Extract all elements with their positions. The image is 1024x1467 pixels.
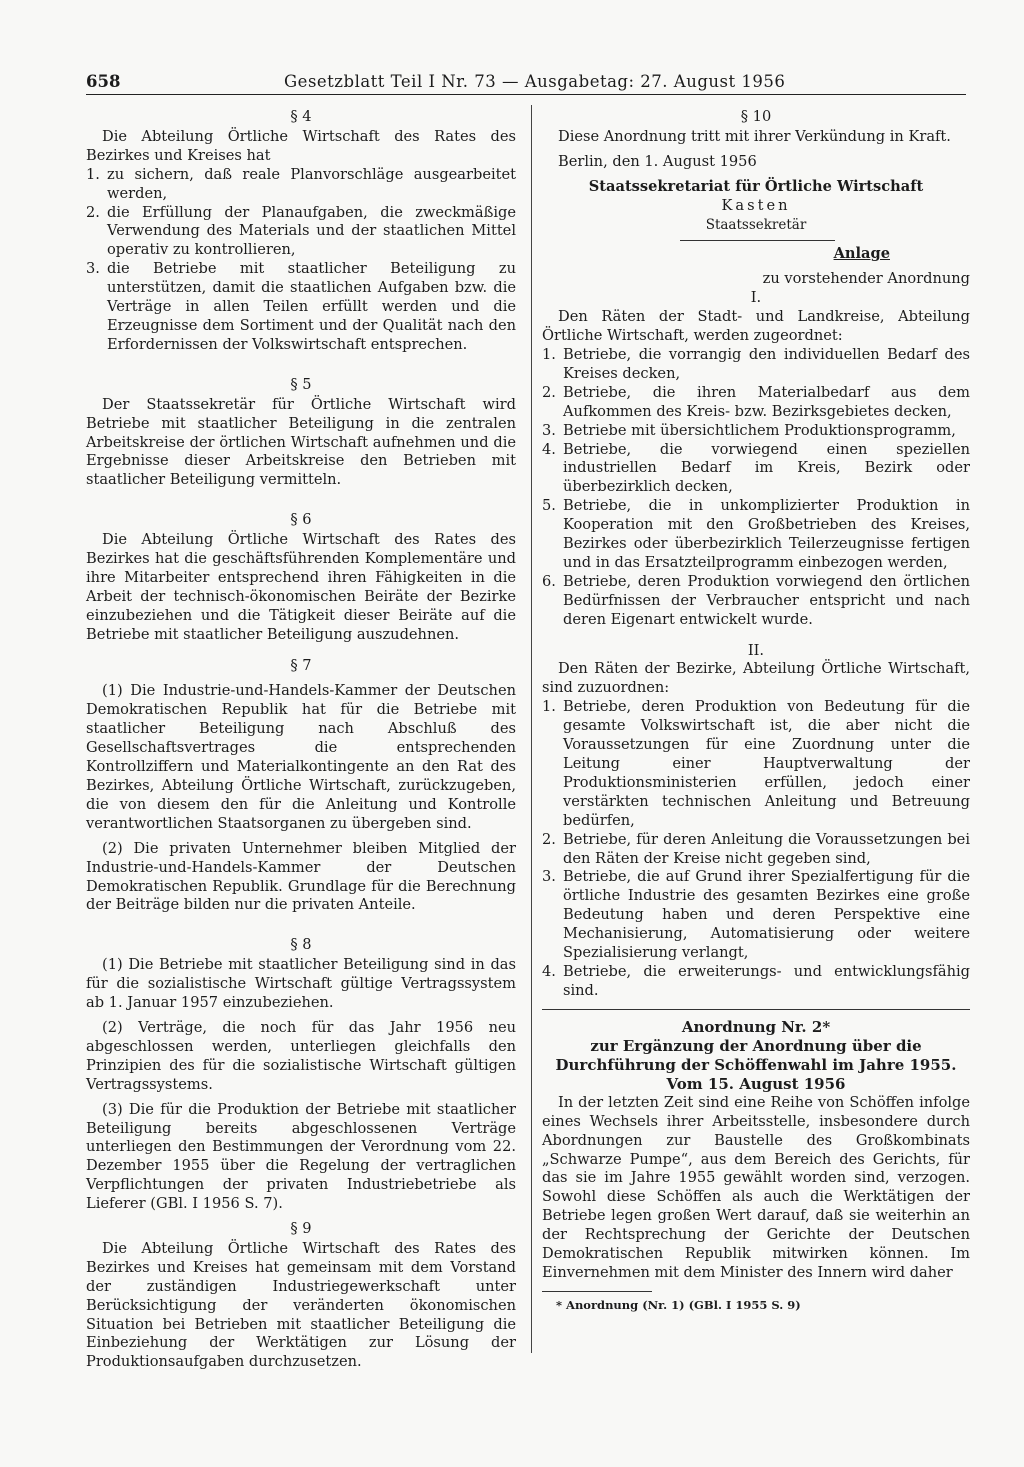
running-title: Gesetzblatt Teil I Nr. 73 — Ausgabetag: 27. August 1956 [284,72,786,91]
list-item [542,497,970,573]
footnote: * Anordnung (Nr. 1) (GBl. I 1955 S. 9) [556,1297,801,1312]
item-number: 4. [542,440,556,458]
paragraph: (3) Die für die Produktion der Betriebe mit staatlicher Beteiligung bereits abgeschlossenen Verträge unterliegen den Bestimmungen der Verordnung vom 22. Dezember 1955 über die Regelung der vertraglichen Verpflichtungen der privaten Industriebetriebe als Lieferer (GBl. I 1956 S. 7). [86,1100,516,1213]
paragraph: Diese Anordnung tritt mit ihrer Verkündung in Kraft. [558,127,951,145]
item-text: die Erfüllung der Planaufgaben, die zweckmäßige Verwendung des Materials und der staatlichen Mittel operativ zu kontrollieren, [107,203,516,259]
item-text: die Betriebe mit staatlicher Beteiligung zu unterstützen, damit die staatlichen Aufgaben bzw. die Verträge in allen Teilen erfüllt werden und die Erzeugnisse dem Sortiment und der Qualität nach den Erfordernissen der Volkswirtschaft entsprechen. [107,260,516,353]
section-heading: § 6 [290,511,312,529]
signature-rule [680,240,835,241]
section-separator [542,1009,970,1010]
section-9 [86,1220,516,1372]
list-item [542,441,970,498]
paragraph: (1) Die Betriebe mit staatlicher Beteiligung sind in das für die sozialistische Wirtschaft gültige Vertragssystem ab 1. Januar 1957 einzubeziehen. [86,956,516,1012]
item-number: 1. [542,698,556,716]
section-10 [542,108,970,147]
item-text: Betriebe mit übersichtlichem Produktionsprogramm, [563,421,956,439]
appendix [542,245,970,1000]
ordinance-subtitle: zur Ergänzung der Anordnung über die Durchführung der Schöffenwahl im Jahre 1955. [555,1036,957,1074]
item-text: Betriebe, die auf Grund ihrer Spezialfertigung für die örtliche Industrie des gesamten Bezirkes eine große Bedeutung haben und deren Perspektive eine Mechanisierung, Automatisierung oder weitere Spezialisierung verlangt, [563,868,970,962]
section-6 [86,511,516,644]
list-item [542,384,970,422]
list-item [542,346,970,384]
item-number: 2. [542,830,556,848]
paragraph: Den Räten der Stadt- und Landkreise, Abteilung Örtliche Wirtschaft, werden zugeordnet: [542,308,970,345]
section-8 [86,936,516,1214]
section-heading: § 7 [290,656,312,674]
part-numeral: II. [747,641,765,659]
appendix-title: Anlage [833,245,890,263]
section-heading: § 8 [290,936,312,954]
section-5 [86,376,516,490]
list-item [542,573,970,630]
part-numeral: I. [750,289,762,307]
item-number: 2. [86,203,100,221]
page-number: 658 [86,72,121,91]
item-text: Betriebe, die vorrangig den individuellen Bedarf des Kreises decken, [563,345,970,382]
item-number: 5. [542,497,556,515]
appendix-subtitle: zu vorstehender Anordnung [762,270,970,288]
item-number: 4. [542,962,556,980]
section-4 [86,108,516,355]
paragraph: In der letzten Zeit sind eine Reihe von Schöffen infolge eines Wechsels ihrer Arbeitsstelle, insbesondere durch Abordnungen zur Baustelle des Großkombinats „Schwarze Pumpe“, aus dem Bereich des Gerichts, für das sie im Jahre 1955 gewählt worden sind, verzogen. Sowohl diese Schöffen als auch die Werktätigen der Betriebe legen großen Wert darauf, daß sie weiterhin an der Rechtsprechung der Gerichte der Deutschen Demokratischen Republik mitwirken können. Im Einvernehmen mit dem Minister des Innern wird daher [542,1093,970,1281]
item-text: Betriebe, die vorwiegend einen speziellen industriellen Bedarf im Kreis, Bezirk oder überbezirklich decken, [563,440,970,496]
item-text: Betriebe, die in unkomplizierter Produktion in Kooperation mit den Großbetrieben des Kreises, Bezirkes oder überbezirklich Teilerzeugnisse fertigen und in das Ersatzteilprogramm einbezogen werden, [563,497,970,571]
list-item [542,963,970,1001]
column-divider [531,105,532,1353]
paragraph: (2) Verträge, die noch für das Jahr 1956 neu abgeschlossen werden, unterliegen gleichfalls den Prinzipien des für die sozialistische Wirtschaft gültigen Vertragssystems. [86,1018,516,1093]
ordinance-date: Vom 15. August 1956 [666,1074,846,1093]
paragraph: Der Staatssekretär für Örtliche Wirtschaft wird Betriebe mit staatlicher Beteiligung in die zentralen Arbeitskreise der örtlichen Wirtschaft aufnehmen und die Ergebnisse dieser Arbeitskreise den Betrieben mit staatlicher Beteiligung vermitteln. [86,395,516,489]
ordinance-title: Anordnung Nr. 2* [681,1017,831,1036]
paragraph: (1) Die Industrie-und-Handels-Kammer der Deutschen Demokratischen Republik hat für die Betriebe mit staatlicher Beteiligung nach Abschluß des Gesellschaftsvertrages die entsprechenden Kontrollziffern und Materialkontingente an den Rat des Bezirkes, Abteilung Örtliche Wirtschaft, zurückzugeben, die von diesem den für die Anleitung und Kontrolle verantwortlichen Staatsorganen zu übergeben sind. [86,682,516,832]
list-item [542,831,970,869]
paragraph: (2) Die privaten Unternehmer bleiben Mitglied der Industrie-und-Handels-Kammer der Deutschen Demokratischen Republik. Grundlage für die Berechnung der Beiträge bilden nur die privaten Anteile. [86,839,516,914]
paragraph: Die Abteilung Örtliche Wirtschaft des Rates des Bezirkes und Kreises hat gemeinsam mit dem Vorstand der zuständigen Industriegewerkschaft unter Berücksichtigung der veränderten ökonomischen Situation bei Betrieben mit staatlicher Beteiligung die Einbeziehung der Werktätigen zur Lösung der Produktionsaufgaben durchzusetzen. [86,1239,516,1371]
list-item [542,422,970,441]
paragraph: Den Räten der Bezirke, Abteilung Örtliche Wirtschaft, sind zuzuordnen: [542,660,970,697]
list-item [86,204,516,261]
list-item [86,260,516,355]
item-text: Betriebe, für deren Anleitung die Voraussetzungen bei den Räten der Kreise nicht gegeben sind, [563,830,970,867]
item-text: Betriebe, die ihren Materialbedarf aus dem Aufkommen des Kreis- bzw. Bezirksgebietes decken, [563,383,970,420]
item-number: 1. [542,345,556,363]
signatory-name: Kasten [721,196,791,214]
item-text: Betriebe, deren Produktion von Bedeutung für die gesamte Volkswirtschaft ist, die aber nicht die Voraussetzungen für eine Zuordnung unter die Leitung einer Hauptverwaltung der Produktionsministerien erfüllen, jedoch einer verstärkten technischen Anleitung und Betreuung bedürfen, [563,698,970,829]
item-text: Betriebe, die erweiterungs- und entwicklungsfähig sind. [563,962,970,999]
left-column [86,108,516,1372]
item-number: 2. [542,383,556,401]
item-text: zu sichern, daß reale Planvorschläge ausgearbeitet werden, [107,165,516,202]
section-heading: § 4 [290,108,312,125]
signatory-title: Staatssekretär [705,216,807,233]
issuing-authority: Staatssekretariat für Örtliche Wirtschaft [588,177,924,195]
paragraph: Die Abteilung Örtliche Wirtschaft des Rates des Bezirkes und Kreises hat [86,127,516,164]
list-item [542,698,970,830]
page-header [86,66,966,95]
item-number: 1. [86,165,100,183]
place-date: Berlin, den 1. August 1956 [558,152,757,170]
right-column [542,108,970,1315]
section-heading: § 5 [290,375,312,393]
section-7 [86,657,516,916]
item-number: 3. [542,868,556,886]
list-item [86,166,516,204]
paragraph: Die Abteilung Örtliche Wirtschaft des Rates des Bezirkes hat die geschäftsführenden Komplementäre und ihre Mitarbeiter entsprechend ihren Fähigkeiten in die Arbeit der technisch-ökonomischen Beiräte der Bezirke einzubeziehen und die Tätigkeit dieser Beiräte auf die Betriebe mit staatlicher Beteiligung auszudehnen. [86,531,516,643]
section-heading: § 10 [740,108,772,125]
item-number: 3. [86,260,100,278]
item-text: Betriebe, deren Produktion vorwiegend den örtlichen Bedürfnissen der Verbraucher entspricht und nach deren Eigenart entwickelt wurde. [563,572,970,628]
footnote-rule [542,1291,652,1292]
ordinance [542,1018,970,1315]
section-heading: § 9 [290,1220,312,1238]
item-number: 3. [542,421,556,439]
item-number: 6. [542,572,556,590]
list-item [542,868,970,963]
